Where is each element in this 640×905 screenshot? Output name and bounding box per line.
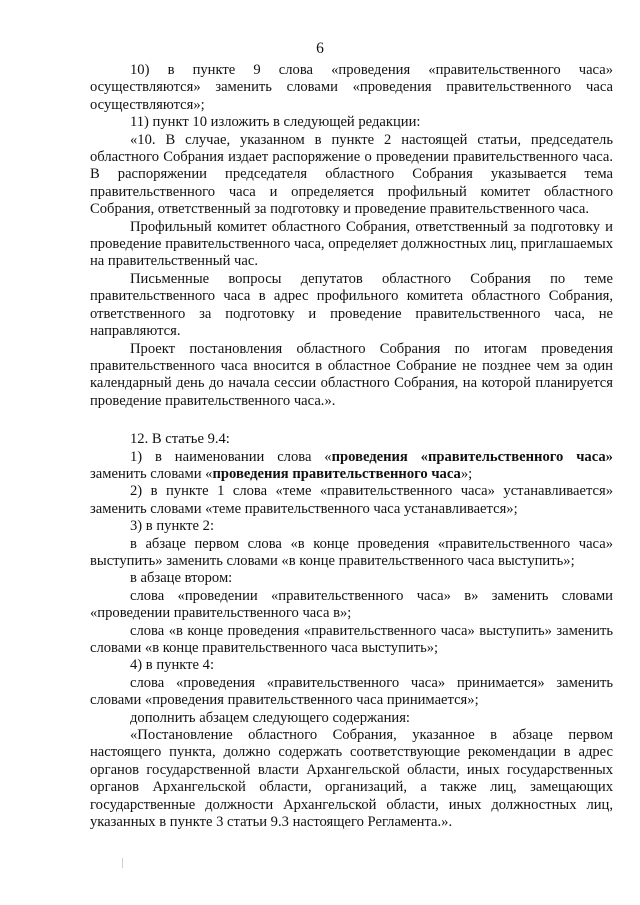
paragraph-point-4-add: дополнить абзацем следующего содержания: xyxy=(130,709,410,726)
title-amendment-post: »; xyxy=(460,465,473,482)
title-amendment-bold-old: проведения «правительственного часа» xyxy=(331,448,613,465)
paragraph-point-4-words: слова «проведения «правительственного часа» принимается» заменить словами «проведения правительственного часа принимается»; xyxy=(90,674,613,709)
paragraph-item-11: 11) пункт 10 изложить в следующей редакции: xyxy=(130,114,421,131)
title-amendment-mid: заменить словами « xyxy=(90,465,213,482)
document-body xyxy=(90,62,613,831)
title-amendment-pre: 1) в наименовании слова « xyxy=(130,448,332,465)
paragraph-profile-committee: Профильный комитет областного Собрания, ответственный за подготовку и проведение правительственного часа, определяет должностных лиц, приглашаемых на правительственный час. xyxy=(90,218,613,270)
paragraph-article-9-4: 12. В статье 9.4: xyxy=(130,431,230,448)
paragraph-item-10: 10) в пункте 9 слова «проведения «правительственного часа» осуществляются» заменить словами «проведения правительственного часа осуществляются»; xyxy=(90,62,613,113)
paragraph-point-2-second-b: слова «в конце проведения «правительственного часа» выступить» заменить словами «в конце правительственного часа выступить»; xyxy=(90,622,613,656)
paragraph-draft-resolution: Проект постановления областного Собрания по итогам проведения правительственного часа вносится в областное Собрание не позднее чем за один календарный день до начала сессии областного Собрания, на которой планируется проведение правительственного часа.». xyxy=(90,340,613,409)
paragraph-point-4-header: 4) в пункте 4: xyxy=(130,657,215,674)
paragraph-point-4-resolution: «Постановление областного Собрания, указанное в абзаце первом настоящего пункта, должно содержать соответствующие рекомендации в адрес органов государственной власти Архангельской области, иных государственных органов Архангельской области, организаций, а также лиц, замещающих государственные должности Архангельской области, иных должностных лиц, указанных в пункте 3 статьи 9.3 настоящего Регламента.». xyxy=(90,727,613,831)
paragraph-new-point-10: «10. В случае, указанном в пункте 2 настоящей статьи, председатель областного Собрания издает распоряжение о проведении правительственного часа. В распоряжении председателя областного Собрания указывается тема правительственного часа и определяется профильный комитет областного Собрания, ответственный за подготовку и проведение правительственного часа. xyxy=(90,131,613,218)
page-number: 6 xyxy=(316,40,324,57)
paragraph-point-2-first: в абзаце первом слова «в конце проведения «правительственного часа» выступить» заменить словами «в конце правительственного часа выступить»; xyxy=(90,535,613,569)
paragraph-point-2-second-a: слова «проведении «правительственного часа» в» заменить словами «проведении правительственного часа в»; xyxy=(90,587,613,622)
paragraph-point-2-header: 3) в пункте 2: xyxy=(130,518,215,535)
scan-mark xyxy=(122,858,123,868)
title-amendment-bold-new: проведения правительственного часа xyxy=(212,465,461,482)
paragraph-written-questions: Письменные вопросы депутатов областного Собрания по теме правительственного часа в адрес профильного комитета областного Собрания, ответственного за подготовку и проведение правительственного часа, не направляются. xyxy=(90,270,613,340)
paragraph-gap xyxy=(90,410,613,431)
paragraph-title-amendment xyxy=(90,449,613,484)
paragraph-point-2-second-header: в абзаце втором: xyxy=(130,570,233,587)
paragraph-point-1-amendment: 2) в пункте 1 слова «теме «правительственного часа» устанавливается» заменить словами «теме правительственного часа устанавливается»; xyxy=(90,483,613,517)
